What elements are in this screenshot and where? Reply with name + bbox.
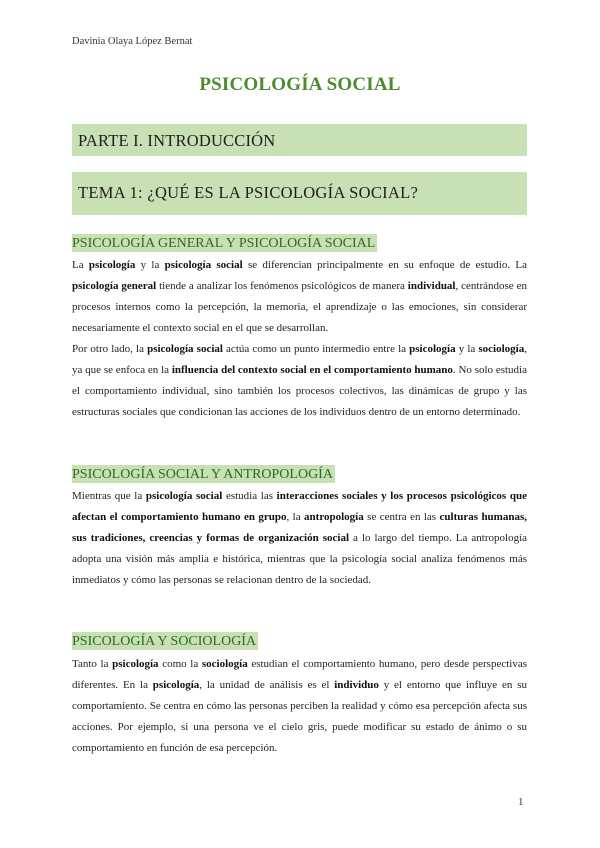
bold-term: psicología general	[72, 280, 157, 292]
page-number: 1	[518, 796, 524, 808]
bold-term: influencia del contexto social en el comportamiento humano	[171, 364, 453, 376]
bold-term: sociología	[478, 343, 525, 355]
bold-term: individuo	[334, 679, 379, 691]
bold-term: sociología	[201, 658, 248, 670]
topic-heading-band	[72, 172, 527, 215]
topic-heading: TEMA 1: ¿QUÉ ES LA PSICOLOGÍA SOCIAL?	[78, 183, 419, 202]
part-heading: PARTE I. INTRODUCCIÓN	[78, 131, 276, 150]
bold-term: psicología	[152, 679, 200, 691]
section-heading: PSICOLOGÍA GENERAL Y PSICOLOGÍA SOCIAL	[72, 236, 376, 251]
bold-term: interacciones sociales y los procesos psicológicos que afectan el comportamiento humano en grupo	[72, 490, 527, 523]
bold-term: psicología social	[147, 343, 223, 355]
bold-term: individual	[407, 280, 456, 292]
bold-term: culturas humanas, sus tradiciones, creencias y formas de organización social	[72, 511, 527, 544]
paragraph: Tanto la psicología como la sociología estudian el comportamiento humano, pero desde perspectivas diferentes. En la psicología, la unidad de análisis es el individuo y el entorno que influye en su comportamiento. Se centra en cómo las personas perciben la realidad y cómo esa percepción afecta sus acciones. Por ejemplo, si una persona ve el cielo gris, puede modificar su estado de ánimo o su comportamiento en función de esa percepción.	[72, 658, 527, 754]
section-heading: PSICOLOGÍA Y SOCIOLOGÍA	[72, 634, 257, 649]
author-header: Davinia Olaya López Bernat	[72, 36, 193, 47]
paragraph: Mientras que la psicología social estudia las interacciones sociales y los procesos psicológicos que afectan el comportamiento humano en grupo, la antropología se centra en las culturas humanas, sus tradiciones, creencias y formas de organización social a lo largo del tiempo. La antropología adopta una visión más amplia e histórica, mientras que la psicología social analiza fenómenos más inmediatos y cómo las personas se relacionan dentro de la sociedad.	[72, 490, 528, 586]
paragraph: La psicología y la psicología social se diferencian principalmente en su enfoque de estudio. La psicología general tiende a analizar los fenómenos psicológicos de manera individual, centrándose en procesos internos como la percepción, la memoria, el aprendizaje o las emociones, sin considerar necesariamente el contexto social en el que se desarrollan.	[72, 259, 527, 334]
paragraph: Por otro lado, la psicología social actúa como un punto intermedio entre la psicología y la sociología, ya que se enfoca en la influencia del contexto social en el comportamiento humano. No solo estudia el comportamiento individual, sino también los procesos colectivos, las dinámicas de grupo y las estructuras sociales que condicionan las acciones de los individuos dentro de un entorno determinado.	[72, 343, 527, 418]
bold-term: psicología	[409, 343, 456, 355]
bold-term: psicología social	[145, 490, 223, 502]
bold-term: psicología social	[164, 259, 243, 271]
bold-term: antropología	[304, 511, 364, 523]
bold-term: psicología	[112, 658, 159, 670]
section-heading: PSICOLOGÍA SOCIAL Y ANTROPOLOGÍA	[72, 467, 333, 482]
bold-term: psicología	[88, 259, 136, 271]
part-heading-band	[72, 124, 527, 156]
document-title: PSICOLOGÍA SOCIAL	[199, 74, 401, 95]
